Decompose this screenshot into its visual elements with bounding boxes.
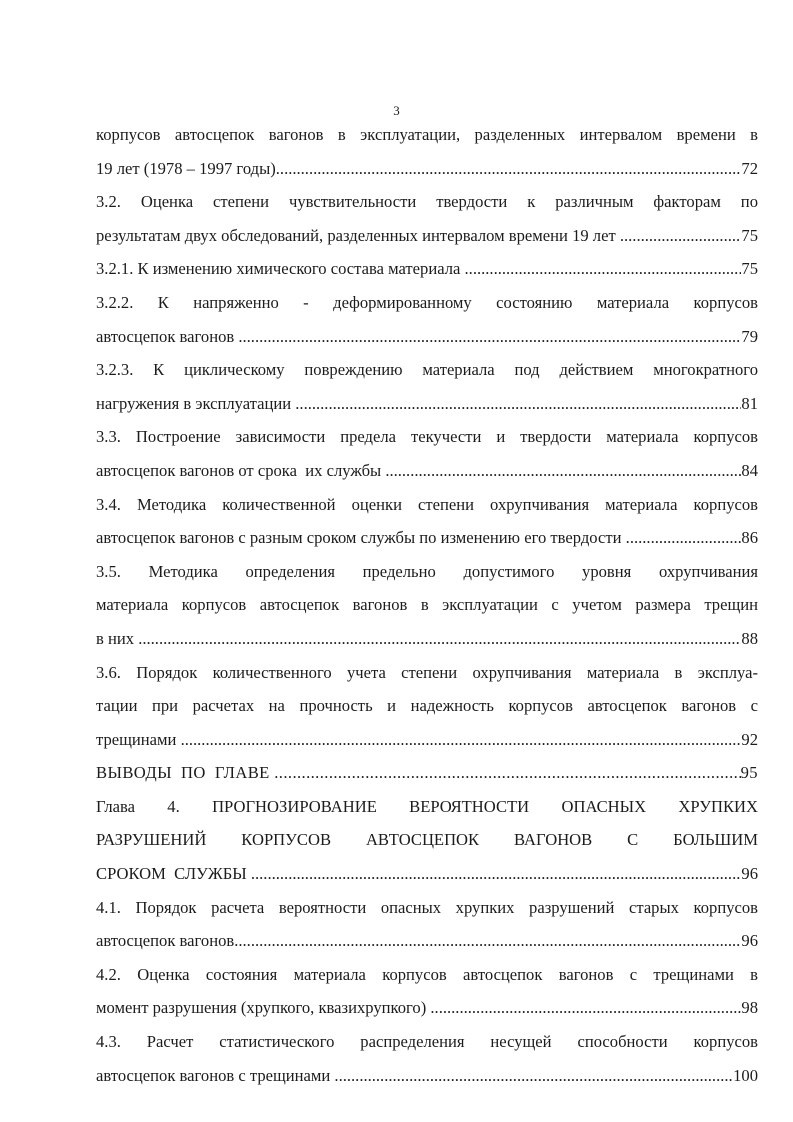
toc-entry[interactable] — [96, 286, 758, 353]
dot-leader — [238, 320, 741, 354]
table-of-contents — [96, 118, 758, 1092]
toc-entry-leader-line — [96, 387, 758, 421]
toc-page-number: 86 — [741, 528, 758, 548]
page-number: 3 — [393, 103, 400, 118]
toc-entry-text: 4.1. Порядок расчета вероятности опасных хрупких разрушений старых корпусов — [96, 897, 758, 917]
toc-page-number: 79 — [741, 326, 758, 346]
toc-page-number: 88 — [741, 628, 758, 648]
toc-entry-leader-line — [96, 152, 758, 186]
toc-entry[interactable] — [96, 420, 758, 487]
dot-leader — [181, 723, 742, 757]
toc-entry-text: 3.6. Порядок количественного учета степени охрупчивания материала в эксплуа- — [96, 662, 758, 682]
toc-chapter-entry[interactable] — [96, 790, 758, 891]
toc-page-number: 84 — [741, 460, 758, 480]
toc-entry-text: трещинами — [96, 729, 181, 749]
dot-leader — [295, 387, 741, 421]
toc-entry-text: 19 лет (1978 – 1997 годы) — [96, 158, 276, 178]
toc-page-number: 96 — [741, 864, 758, 884]
toc-entry-leader-line — [96, 454, 758, 488]
toc-entry-text: материала корпусов автосцепок вагонов в эксплуатации с учетом размера трещин — [96, 595, 758, 615]
toc-entry-text: результатам двух обследований, разделенных интервалом времени 19 лет — [96, 225, 620, 245]
toc-entry-text: 3.2.1. К изменению химического состава материала — [96, 259, 465, 279]
toc-entry[interactable] — [96, 958, 758, 1025]
toc-entry-text: СРОКОМ СЛУЖБЫ — [96, 864, 251, 884]
toc-entry[interactable] — [96, 252, 758, 286]
toc-entry-leader-line — [96, 991, 758, 1025]
toc-entry-text: 4.2. Оценка состояния материала корпусов автосцепок вагонов с трещинами в — [96, 964, 758, 984]
toc-page-number: 96 — [741, 931, 758, 951]
toc-entry-text: РАЗРУШЕНИЙ КОРПУСОВ АВТОСЦЕПОК ВАГОНОВ С БОЛЬШИМ — [96, 830, 758, 850]
dot-leader — [251, 857, 742, 891]
toc-entry-text: тации при расчетах на прочность и надежность корпусов автосцепок вагонов с — [96, 696, 758, 716]
toc-entry[interactable] — [96, 555, 758, 656]
toc-entry-leader-line — [96, 756, 758, 790]
toc-page-number: 75 — [741, 225, 758, 245]
toc-entry[interactable] — [96, 656, 758, 757]
toc-entry-text: 3.2.2. К напряженно - деформированному состоянию материала корпусов — [96, 292, 758, 312]
toc-entry-leader-line — [96, 723, 758, 757]
dot-leader — [620, 219, 742, 253]
toc-entry-text: корпусов автосцепок вагонов в эксплуатации, разделенных интервалом времени в — [96, 125, 758, 144]
toc-entry-text: 4.3. Расчет статистического распределения несущей способности корпусов — [96, 1032, 758, 1052]
toc-entry-text: автосцепок вагонов от срока их службы — [96, 460, 386, 480]
toc-entry-text: автосцепок вагонов — [96, 326, 239, 346]
dot-leader — [430, 991, 741, 1025]
dot-leader — [138, 622, 741, 656]
toc-entry[interactable] — [96, 891, 758, 958]
toc-entry-text: ВЫВОДЫ ПО ГЛАВЕ — [96, 763, 275, 783]
toc-entry-leader-line — [96, 1059, 758, 1093]
toc-entry-text: 3.2. Оценка степени чувствительности твердости к различным факторам по — [96, 192, 758, 212]
toc-entry-leader-line — [96, 252, 758, 286]
toc-entry[interactable] — [96, 756, 758, 790]
toc-entry-text: 3.3. Построение зависимости предела текучести и твердости материала корпусов — [96, 427, 758, 447]
toc-entry-leader-line — [96, 857, 758, 891]
toc-entry-leader-line — [96, 622, 758, 656]
dot-leader — [276, 152, 742, 186]
dot-leader — [234, 924, 741, 958]
toc-entry-text: автосцепок вагонов — [96, 931, 235, 951]
toc-entry-text: 3.2.3. К циклическому повреждению материала под действием многократного — [96, 360, 758, 380]
toc-entry-text: Глава 4. ПРОГНОЗИРОВАНИЕ ВЕРОЯТНОСТИ ОПАСНЫХ ХРУПКИХ — [96, 796, 758, 816]
toc-entry-text: нагружения в эксплуатации — [96, 393, 296, 413]
toc-entry[interactable] — [96, 185, 758, 252]
toc-entry-leader-line — [96, 320, 758, 354]
toc-page-number: 92 — [741, 729, 758, 749]
toc-entry-text: момент разрушения (хрупкого, квазихрупкого) — [96, 998, 431, 1018]
dot-leader — [274, 756, 740, 790]
toc-entry-text: 3.4. Методика количественной оценки степени охрупчивания материала корпусов — [96, 494, 758, 514]
dot-leader — [465, 252, 742, 286]
toc-entry-text: автосцепок вагонов с разным сроком службы по изменению его твердости — [96, 528, 626, 548]
toc-entry-leader-line — [96, 924, 758, 958]
toc-page-number: 81 — [741, 393, 758, 413]
toc-page-number: 75 — [741, 259, 758, 279]
toc-entry-text: в них — [96, 628, 139, 648]
toc-entry[interactable] — [96, 488, 758, 555]
toc-entry-text: 3.5. Методика определения предельно допустимого уровня охрупчивания — [96, 561, 758, 581]
toc-entry-text: автосцепок вагонов с трещинами — [96, 1065, 335, 1085]
toc-page-number: 100 — [733, 1065, 758, 1085]
toc-page-number: 72 — [741, 158, 758, 178]
toc-entry[interactable] — [96, 118, 758, 185]
dot-leader — [385, 454, 741, 488]
dot-leader — [334, 1059, 733, 1093]
toc-page-number: 98 — [741, 998, 758, 1018]
toc-entry[interactable] — [96, 353, 758, 420]
toc-entry-leader-line — [96, 521, 758, 555]
toc-entry[interactable] — [96, 1025, 758, 1092]
toc-entry-leader-line — [96, 219, 758, 253]
dot-leader — [626, 521, 742, 555]
toc-page-number: 95 — [740, 763, 758, 783]
